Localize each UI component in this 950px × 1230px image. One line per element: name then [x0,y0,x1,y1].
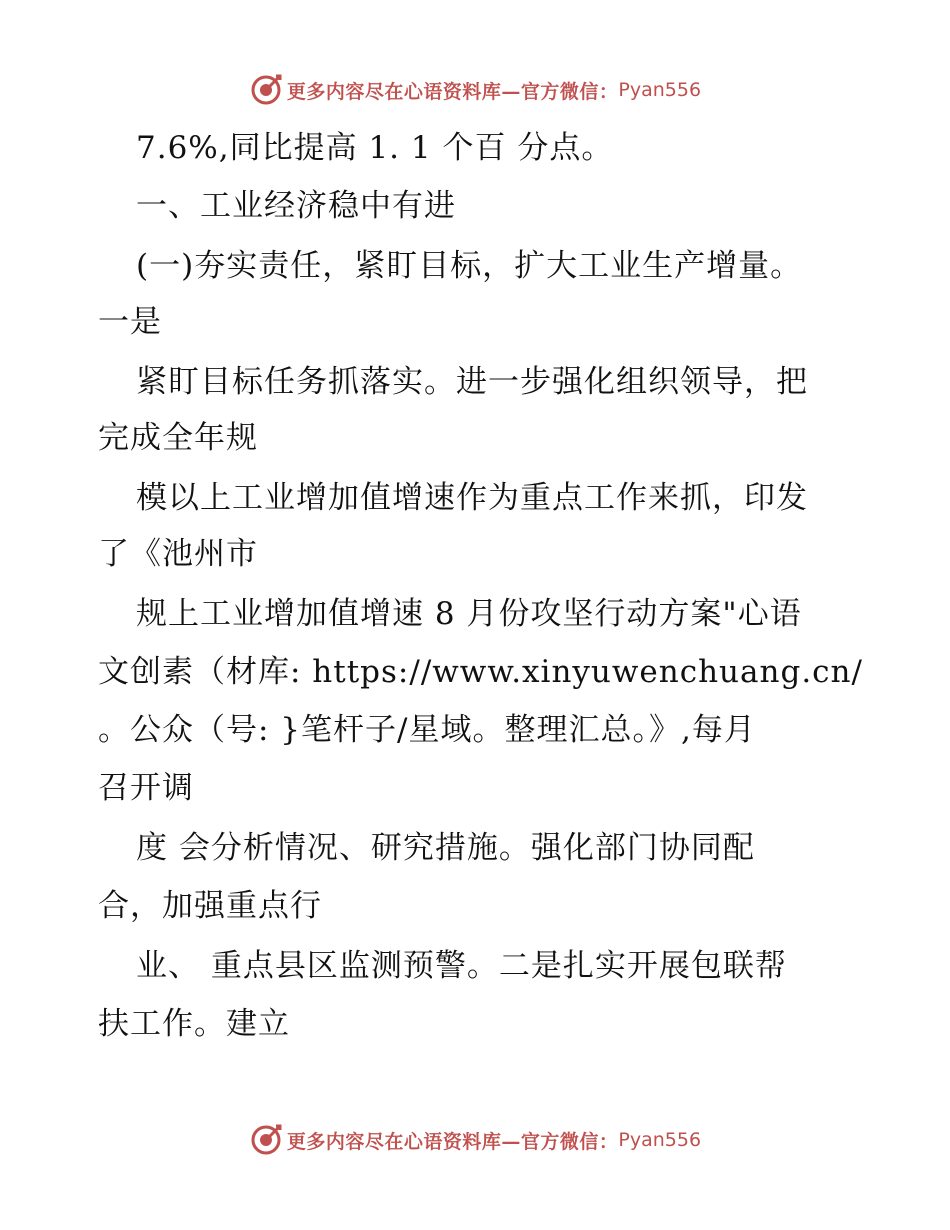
text-line-6: 完成全年规 [98,420,258,456]
header-banner [0,70,950,110]
subsection-heading: (一)夯实责任，紧盯目标，扩大工业生产增量。 [136,248,803,284]
text-line-1: 7.6%,同比提高 1. 1 个百 分点。 [136,130,614,166]
banner-text: 更多内容尽在心语资料库—官方微信： [286,1130,619,1153]
text-line-9: 规上工业增加值增速 8 月份攻坚行动方案"心语 [136,596,802,632]
footer-banner [0,1120,950,1160]
banner-text: 更多内容尽在心语资料库—官方微信： [286,80,619,103]
brand-logo-icon [249,73,283,107]
text-line-8: 了《池州市 [98,536,258,572]
banner-wechat-id: Pyan556 [618,1129,702,1151]
text-line-14: 合，加强重点行 [98,888,322,924]
text-line-12: 召开调 [98,770,194,806]
section-heading: 一、工业经济稳中有进 [136,188,456,224]
text-line-11: 。公众（号: }笔杆子/星域。整理汇总。》,每月 [98,712,756,748]
text-line-13: 度 会分析情况、研究措施。强化部门协同配 [136,830,755,866]
brand-logo-icon [249,1123,283,1157]
text-line-4: 一是 [98,304,162,340]
text-line-10: 文创素（材库: https://www.xinyuwenchuang.cn/ [98,654,863,690]
text-line-15: 业、 重点县区监测预警。二是扎实开展包联帮 [136,948,787,984]
text-line-7: 模以上工业增加值增速作为重点工作来抓，印发 [136,480,808,516]
text-line-16: 扶工作。建立 [98,1006,290,1042]
banner-wechat-id: Pyan556 [618,79,702,101]
text-line-5: 紧盯目标任务抓落实。进一步强化组织领导，把 [136,364,808,400]
